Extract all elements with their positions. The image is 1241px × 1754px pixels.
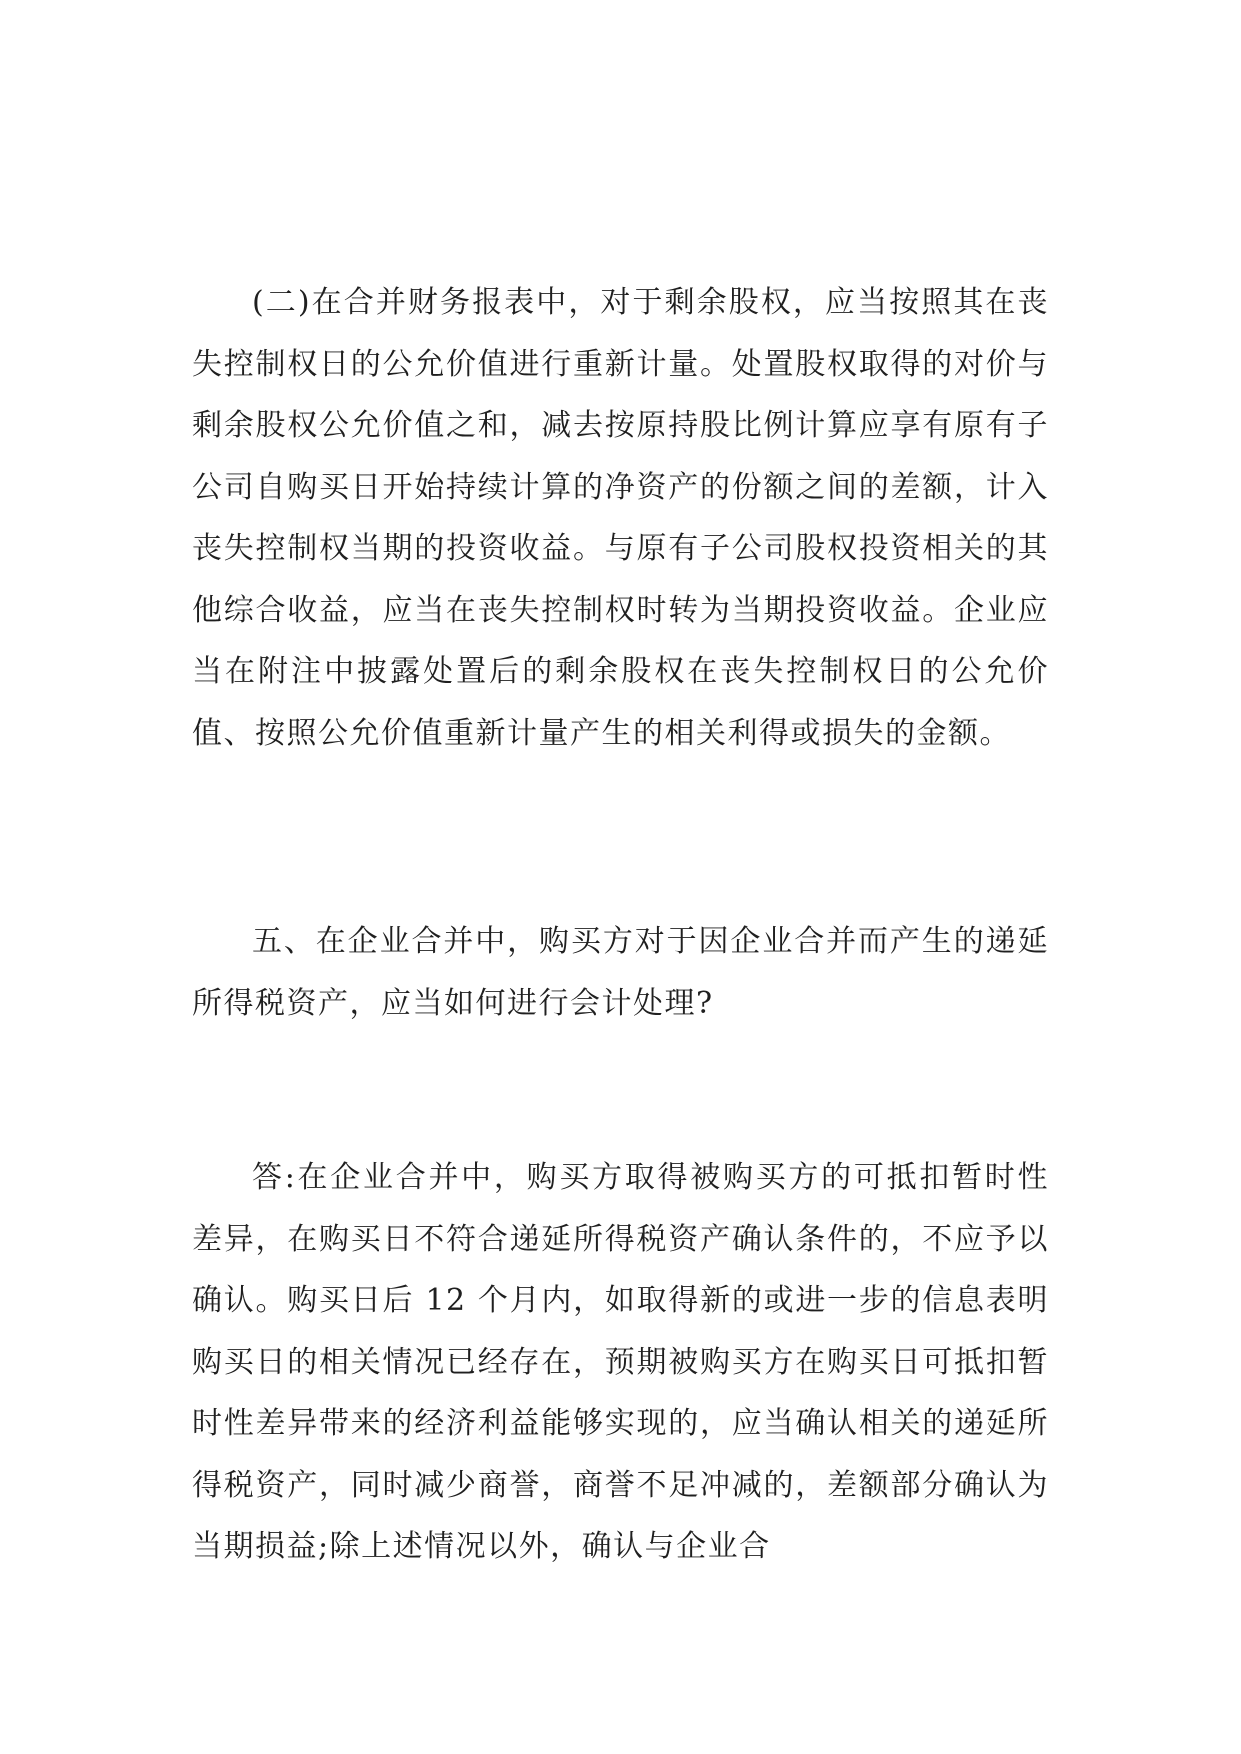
question-heading: 五、在企业合并中，购买方对于因企业合并而产生的递延所得税资产，应当如何进行会计处理? [192, 924, 1049, 1021]
paragraph-remaining-equity: (二)在合并财务报表中，对于剩余股权，应当按照其在丧失控制权日的公允价值进行重新计量。处置股权取得的对价与剩余股权公允价值之和，减去按原持股比例计算应享有原有子公司自购买日开始持续计算的净资产的份额之间的差额，计入丧失控制权当期的投资收益。与原有子公司股权投资相关的其他综合收益，应当在丧失控制权时转为当期投资收益。企业应当在附注中披露处置后的剩余股权在丧失控制权日的公允价值、按照公允价值重新计量产生的相关利得或损失的金额。 [192, 285, 1049, 751]
answer-paragraph: 答:在企业合并中，购买方取得被购买方的可抵扣暂时性差异，在购买日不符合递延所得税资产确认条件的，不应予以确认。购买日后 12 个月内，如取得新的或进一步的信息表明购买日的相关情况已经存在，预期被购买方在购买日可抵扣暂时性差异带来的经济利益能够实现的，应当确认相关的递延所得税资产，同时减少商誉，商誉不足冲减的，差额部分确认为当期损益;除上述情况以外，确认与企业合 [192, 1160, 1049, 1564]
